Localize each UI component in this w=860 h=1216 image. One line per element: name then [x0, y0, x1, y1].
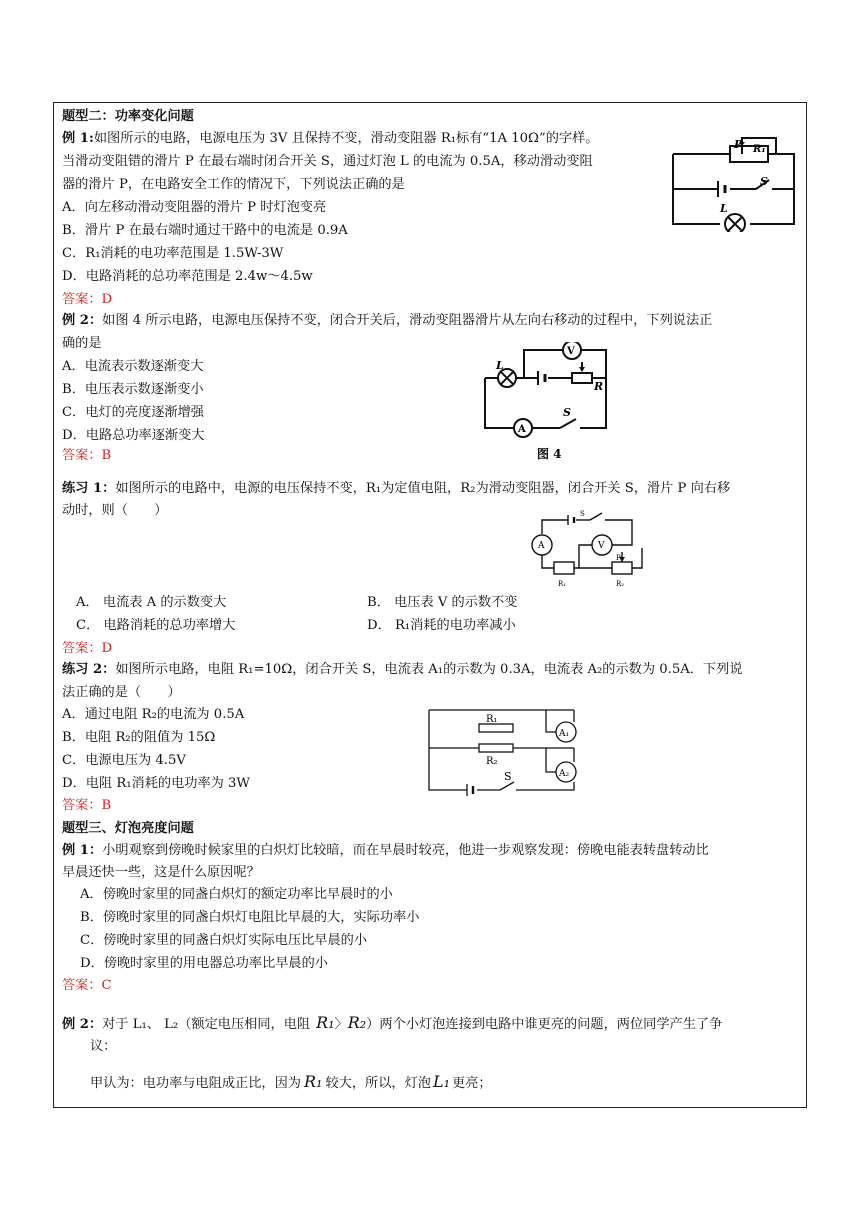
pr1-option-c: C． 电路消耗的总功率增大 — [76, 618, 236, 633]
ex1-line3: 器的滑片 P，在电路安全工作的情况下，下列说法正确的是 — [62, 177, 405, 192]
s3-ex2-line3: 甲认为：电功率与电阻成正比，因为 R₁ 较大，所以，灯泡 L₁ 更亮； — [90, 1072, 492, 1091]
circuit-figure-ex1 — [668, 132, 800, 232]
fig1-label-l: L — [720, 202, 728, 215]
ex2-option-a: A．电流表示数逐渐变大 — [62, 359, 204, 374]
fig1-label-r1: R₁ — [753, 144, 766, 155]
s3-ex1-option-d: D．傍晚时家里的用电器总功率比早晨的小 — [80, 956, 328, 971]
ex1-answer: 答案：D — [62, 292, 113, 307]
s3-ex2-line1: 例 2：对于 L₁、 L₂（额定电压相同，电阻 R₁〉R₂）两个小灯泡连接到电路中谁更亮的问题，两位同学产生了争 — [62, 1013, 723, 1032]
pr2-line2: 法正确的是（ ） — [62, 685, 181, 700]
fig3-label-s: S — [580, 510, 585, 518]
s3-ex1-answer: 答案：C — [62, 978, 112, 993]
ex1-line2: 当滑动变阻错的滑片 P 在最右端时闭合开关 S，通过灯泡 L 的电流为 0.5A，移动滑动变阻 — [62, 154, 593, 169]
pr1-line2: 动时，则（ ） — [62, 503, 168, 518]
pr1-option-d: D． R₁消耗的电功率减小 — [367, 618, 516, 633]
circuit-figure-pr1 — [520, 508, 652, 592]
fig2-label-a: A — [518, 424, 526, 435]
s3-ex1-line1: 例 1：小明观察到傍晚时候家里的白炽灯比较暗，而在早晨时较亮，他进一步观察发现：傍晚电能表转盘转动比 — [62, 843, 709, 858]
s3-ex1-option-c: C．傍晚时家里的同盏白炽灯实际电压比早晨的小 — [80, 933, 368, 948]
ex2-option-b: B．电压表示数逐渐变小 — [62, 382, 204, 397]
fig3-label-p: P — [616, 554, 621, 562]
fig2-label-v: V — [567, 346, 575, 357]
circuit-figure-pr2 — [424, 704, 584, 798]
fig4-label-a2: A₂ — [559, 769, 570, 779]
fig3-label-r2: R₂ — [616, 580, 625, 588]
fig3-label-r1: R₁ — [558, 580, 567, 588]
ex1-option-b: B．滑片 P 在最右端时通过干路中的电流是 0.9A — [62, 223, 348, 238]
fig3-label-a: A — [538, 541, 545, 551]
s3-ex1-line2: 早晨还快一些，这是什么原因呢？ — [62, 865, 260, 880]
section-title-bulb-brightness: 题型三、灯泡亮度问题 — [62, 821, 194, 836]
fig3-label-v: V — [598, 541, 605, 551]
pr1-option-b: B． 电压表 V 的示数不变 — [367, 595, 518, 610]
fig2-caption: 图 4 — [537, 447, 562, 461]
fig2-label-l: L — [496, 359, 504, 372]
pr2-option-b: B．电阻 R₂的阻值为 15Ω — [62, 730, 216, 745]
s3-ex1-option-a: A．傍晚时家里的同盏白炽灯的额定功率比早晨时的小 — [80, 887, 393, 902]
fig1-label-p: P — [734, 138, 743, 151]
fig4-label-r2: R₂ — [486, 756, 498, 767]
ex2-answer: 答案：B — [62, 448, 112, 463]
fig4-label-a1: A₁ — [559, 729, 570, 739]
fig4-label-s: S — [504, 770, 512, 783]
circuit-figure-ex2 — [480, 342, 610, 464]
pr1-option-a: A． 电流表 A 的示数变大 — [76, 595, 227, 610]
pr2-option-d: D．电阻 R₁消耗的电功率为 3W — [62, 776, 250, 791]
pr2-option-c: C．电源电压为 4.5V — [62, 753, 186, 768]
ex1-option-a: A．向左移动滑动变阻器的滑片 P 时灯泡变亮 — [62, 200, 327, 215]
fig2-label-s: S — [563, 406, 571, 419]
fig4-label-r1: R₁ — [486, 714, 498, 725]
ex2-option-c: C．电灯的亮度逐渐增强 — [62, 405, 204, 420]
ex2-option-d: D．电路总功率逐渐变大 — [62, 428, 205, 443]
ex1-line1: 例 1:如图所示的电路，电源电压为 3V 且保持不变，滑动变阻器 R₁标有“1A 10Ω”的字样。 — [62, 131, 599, 146]
pr1-answer: 答案：D — [62, 641, 113, 656]
ex1-option-d: D．电路消耗的总功率范围是 2.4w～4.5w — [62, 269, 313, 284]
pr2-answer: 答案：B — [62, 798, 112, 813]
pr2-option-a: A．通过电阻 R₂的电流为 0.5A — [62, 707, 245, 722]
ex1-option-c: C．R₁消耗的电功率范围是 1.5W-3W — [62, 246, 284, 261]
fig2-label-r: R — [594, 380, 604, 393]
pr1-line1: 练习 1：如图所示的电路中，电源的电压保持不变，R₁为定值电阻，R₂为滑动变阻器，闭合开关 S，滑片 P 向右移 — [62, 481, 731, 496]
fig1-label-s: S — [760, 175, 768, 188]
pr2-line1: 练习 2：如图所示电路，电阻 R₁=10Ω，闭合开关 S，电流表 A₁的示数为 0.3A，电流表 A₂的示数为 0.5A．下列说 — [62, 662, 743, 677]
ex2-line1: 例 2：如图 4 所示电路，电源电压保持不变，闭合开关后，滑动变阻器滑片从左向右移动的过程中，下列说法正 — [62, 313, 713, 328]
section-title-power-change: 题型二：功率变化问题 — [62, 109, 194, 124]
s3-ex2-line2: 议： — [90, 1039, 117, 1054]
s3-ex1-option-b: B．傍晚时家里的同盏白炽灯电阻比早晨的大，实际功率小 — [80, 910, 420, 925]
ex2-line2: 确的是 — [62, 336, 102, 351]
